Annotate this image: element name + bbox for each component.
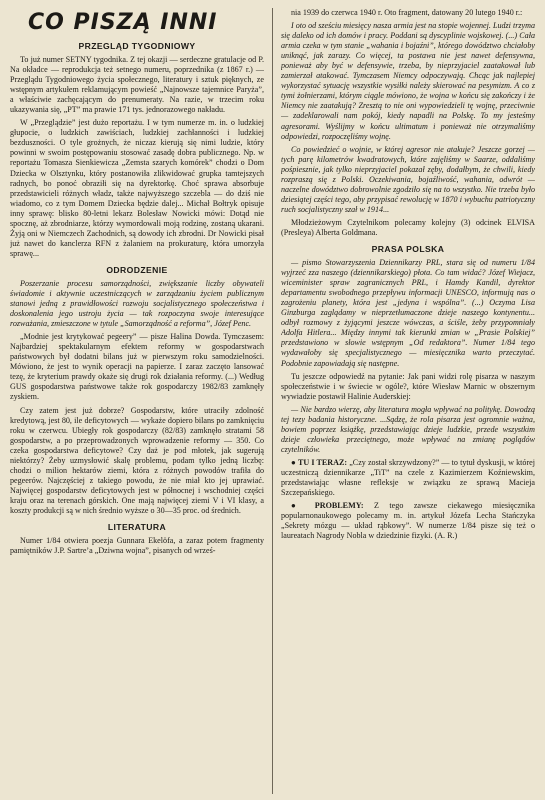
sartre-paragraph-3: Co powiedzieć o wojnie, w której agresor nie atakuje? Jeszcze gorzej — tych parę kilometrów kwadratowych, które zajęliśmy w Saarze, oddaliśmy pośpiesznie, jak tylko nieprzyjaciel pokazał zęby, dodałbym, że chwili, kiedy rozpraszą się z Polski. Oczekiwania, bojaźliwość, wahania, odwrót — naczelne dowództwo dobrowolnie zgodziło się na to wszystko. Nie trzeba było dziesiątej części tego, aby przypisać rewolucję w 1870 i wybuchu patriotyczny ruch socjalistyczny szał w 1914... [281, 144, 535, 214]
heading-odrodzenie: ODRODZENIE [106, 264, 168, 275]
problemy-label: ● PROBLEMY: [291, 501, 364, 511]
article-columns [10, 8, 535, 794]
heading-przeglad: PRZEGLĄD TYGODNIOWY [78, 41, 196, 51]
tu-i-teraz-text: „Czy został skrzywdzony?” — to tytuł dyskusji, w której uczestniczą dziennikarze „TiT” na czele z Kazimierzem Koźniewskim, przedstawiając własne refleksje w związku ze sprawą Macieja Szczepańskiego. [281, 457, 535, 498]
problemy-text: Z tego zawsze ciekawego miesięcznika popularnonaukowego polecamy m. in. artykuł Józefa Lecha Stańczyka „Sekrety mózgu — układ rąbkowy”. W numerze 1/84 pisze się też o laureatach Nagrody Nobla w dziedzinie fizyki. (A. R.) [281, 501, 535, 541]
column-right [281, 8, 535, 794]
prasa-paragraph-4 [281, 458, 535, 498]
prasa-paragraph-5 [281, 501, 535, 541]
sartre-paragraph-2: I oto od sześciu miesięcy nasza armia jest na stopie wojennej. Ludzi trzyma się daleko od ich domów i pracy. Poddani są dyscyplinie wojskowej. (...) Cała armia czeka w tym stanie „wahania i bojaźni”, którego dowództwo chciałoby uniknąć, jak zarazy. Co więcej, ta postawa nie jest nawet defensywna, ponieważ aby być w defensywie, trzeba, by nieprzyjaciel zaatakował lub zamierzał atakować. Tymczasem Niemcy odpoczywają. Chcąc jak najlepiej wykorzystać sytuację wszystkie wysiłki należy skierować na pesymizm. A co z tymi żołnierzami, którym ciągle mówiono, że wojna w końcu się zakończy i że Niemcy nie zaatakują? Zresztą to nie oni wypowiedzieli tę wojnę, przeciwnie — zadeklarowali nam pokój, kiedy napadli na Polskę. To my jesteśmy agresorami. Wyślijmy w końcu ultimatum i ponieważ nie otrzymaliśmy odpowiedzi, rozpoczęliśmy wojnę. [281, 21, 535, 141]
odrodzenie-paragraph-2: „Modnie jest krytykować pegeery” — pisze Halina Dowda. Tymczasem: Najbardziej spektakularnym efektem reformy w gospodarstwach państwowych był dodatni bilans już w pierwszym roku samodzielności. Mówiono, że jest to wynik operacji na papierze. I zaraz zaczęto lansować tezę, że kryterium prawdy okaże się drugi rok działania reformy. (...) Według GUS gospodarstwa państwowe także rok gospodarczy 1982/83 zamknęły zyskiem. [10, 332, 264, 402]
column-left [10, 8, 264, 794]
literatura-paragraph-1: Numer 1/84 otwiera poezja Gunnara Ekelöfa, a zaraz potem fragmenty pamiętników J.P. Sartre’a „Dziwna wojna”, pisanych od wrześ- [10, 536, 264, 556]
prasa-paragraph-1: — pismo Stowarzyszenia Dziennikarzy PRL, stara się od numeru 1/84 wyjrzeć zza naszego (dziennikarskiego) płota. Co tam widać? Józef Wiejacz, wiceminister spraw zagranicznych PRL, i Hamdy Kandil, dyrektor departamentu swobodnego przepływu informacji UNESCO, informują nas o zagrożeniu planety, która jest „jedyna i wspólna”. (...) Oczyma Lisa Ginzburga zaglądamy w nieprzetłumaczone dzieje naszego kontynentu... odbył rozmowy z żyjącymi jeszcze wówczas, a ściśle, żeby przypomniały Adolfa Hitlera... Między innymi tak kierunki zmian w „Prasie Polskiej” przedstawiono w słowie wstępnym „Od redaktora”. Numer 1/84 tego wydawałoby się specjalistycznego — miesięcznika warto przeczytać. Podobnie zapowiadają się następne. [281, 258, 535, 368]
masthead: CO PISZĄ INNI [28, 10, 218, 35]
przeglad-paragraph-2: W „Przeglądzie” jest dużo reportażu. I w tym numerze m. in. o ludzkiej głupocie, o ludzkich zawiściach, ludzkiej zachłanności i ludzkiej bezduszności. O tyle grożnych, że niczaz kierują się nimi ludzie, który powinni w swoim postępowaniu stosować zasadę dobra publicznego. Np. w reportażu Tomasza Sienkiewicza „Zemsta szarych komórek” chodzi o Dom Dziecka w Olsztynku, który postanowiła zlikwidować grupka tamtejszych radnych, bo ponoć obraziłi się na dyrektorkę. Choć sprawa absorbuje przedstawicieli różnych władz, także najwyższego szczebla — do dziś nie wiadomo, co z tym Domem Dziecka będzie dalej... Michał Bołtryk opisuje inny sprawę: blisko 80-letni lekarz Bolesław Nowicki mówi: Dotąd nie spocznę, aż zbrodniarze, którzy wymordowali moją rodzinę, zostaną ukarani. Żyją oni w Niemczech Zachodnich, są dowody ich zbrodni. Dr Nowicki pisał już nawet do kanclerza RFN z żalaniem na prokuraturę, która umorzyła sprawę... [10, 118, 264, 258]
odrodzenie-paragraph-1: Poszerzanie procesu samorządności, zwiększanie liczby obywateli świadomie i aktywnie uczestniczących w zarządzaniu życiem publicznym stanowi jedną z prawidłowości rozwoju socjalistycznego społeczeństwa i doskonalenia jego ustroju życia — tak rozpoczyna swoje interesujące rozważania, zmieszczone w tytule „Samorządność a reforma”, Józef Penc. [10, 278, 264, 329]
prasa-paragraph-3: — Nie bardzo wierzę, aby literatura mogła wpływać na politykę. Dowodzą tej tezy badania historyczne. ...Sądzę, że rola pisarza jest ogromnie ważna, bowiem poprzez książkę, przedstawiając dzieje ludzkie, przede wszystkim dzieje człowieka przeciętnego, może wpływać na zmianę poglądów czytelników. [281, 404, 535, 454]
heading-literatura: LITERATURA [107, 522, 167, 533]
column-divider [272, 8, 273, 794]
sartre-paragraph-4: Młodzieżowym Czytelnikom polecamy kolejny (3) odcinek ELVISA (Presleya) Alberta Goldmana. [281, 217, 535, 237]
heading-prasa-polska: PRASA POLSKA [371, 244, 445, 255]
tu-i-teraz-label: ● TU I TERAZ: [291, 457, 348, 467]
sartre-paragraph-1: nia 1939 do czerwca 1940 r. Oto fragment, datowany 20 lutego 1940 r.: [291, 8, 523, 17]
odrodzenie-paragraph-3: Czy zatem jest już dobrze? Gospodarstw, które utraciły zdolność kredytową, jest 80, ile deficytowych — wykaże dopiero bilans po zamknięciu roku w czerwcu. Ubiegły rok gospodarczy (82/83) zamknęło stratami 58 gospodarstw, a po przeprowadzonych wprowadzenie reformy — 350. Co czeka gospodarstwa deficytowe? Czy daż je pod młotek, jak sugerują niektórzy? Żeby uzmysłowić skalę problemu, podam tylko jedną liczbę: chodzi o milion hektarów ziemi, która z różnych powodów trafiła do pegeerów. Najczęściej z takiego powodu, że nie miał kto jej uprawiać. Najwięcej gospodarstw deficytowych jest w północnej i wschodniej części kraju oraz na terenach górskich. One mają najwięcej ziemi V i VI klasy, a koszty produkcji są w nich średnio wyższe o 30—35 proc. od średnich. [10, 405, 264, 515]
przeglad-paragraph-1: To już numer SETNY tygodnika. Z tej okazji — serdeczne gratulacje od P. Na okładce — reprodukcja też setnego numeru, poprzednika (z 1867 r.) — Przeglądu Tygodniowego życia społecznego, literatury i sztuk pięknych, ze wstępnym artykułem reklamującym powieść „Najnowsze tajemnice Paryża”, a właściwie zachęcającym do prenumeraty. Na razie, w trzecim roku ukazywania się, „PT” ma prawie 171 tys. jednorazowego nakładu. [10, 55, 264, 115]
prasa-paragraph-2: Tu jeszcze odpowiedź na pytanie: Jak pani widzi rolę pisarza w naszym społeczeństwie i w świecie w ogóle?, które Wiesław Marnic w obszernym wywiadzie postawił Halinie Auderskiej: [281, 371, 535, 401]
